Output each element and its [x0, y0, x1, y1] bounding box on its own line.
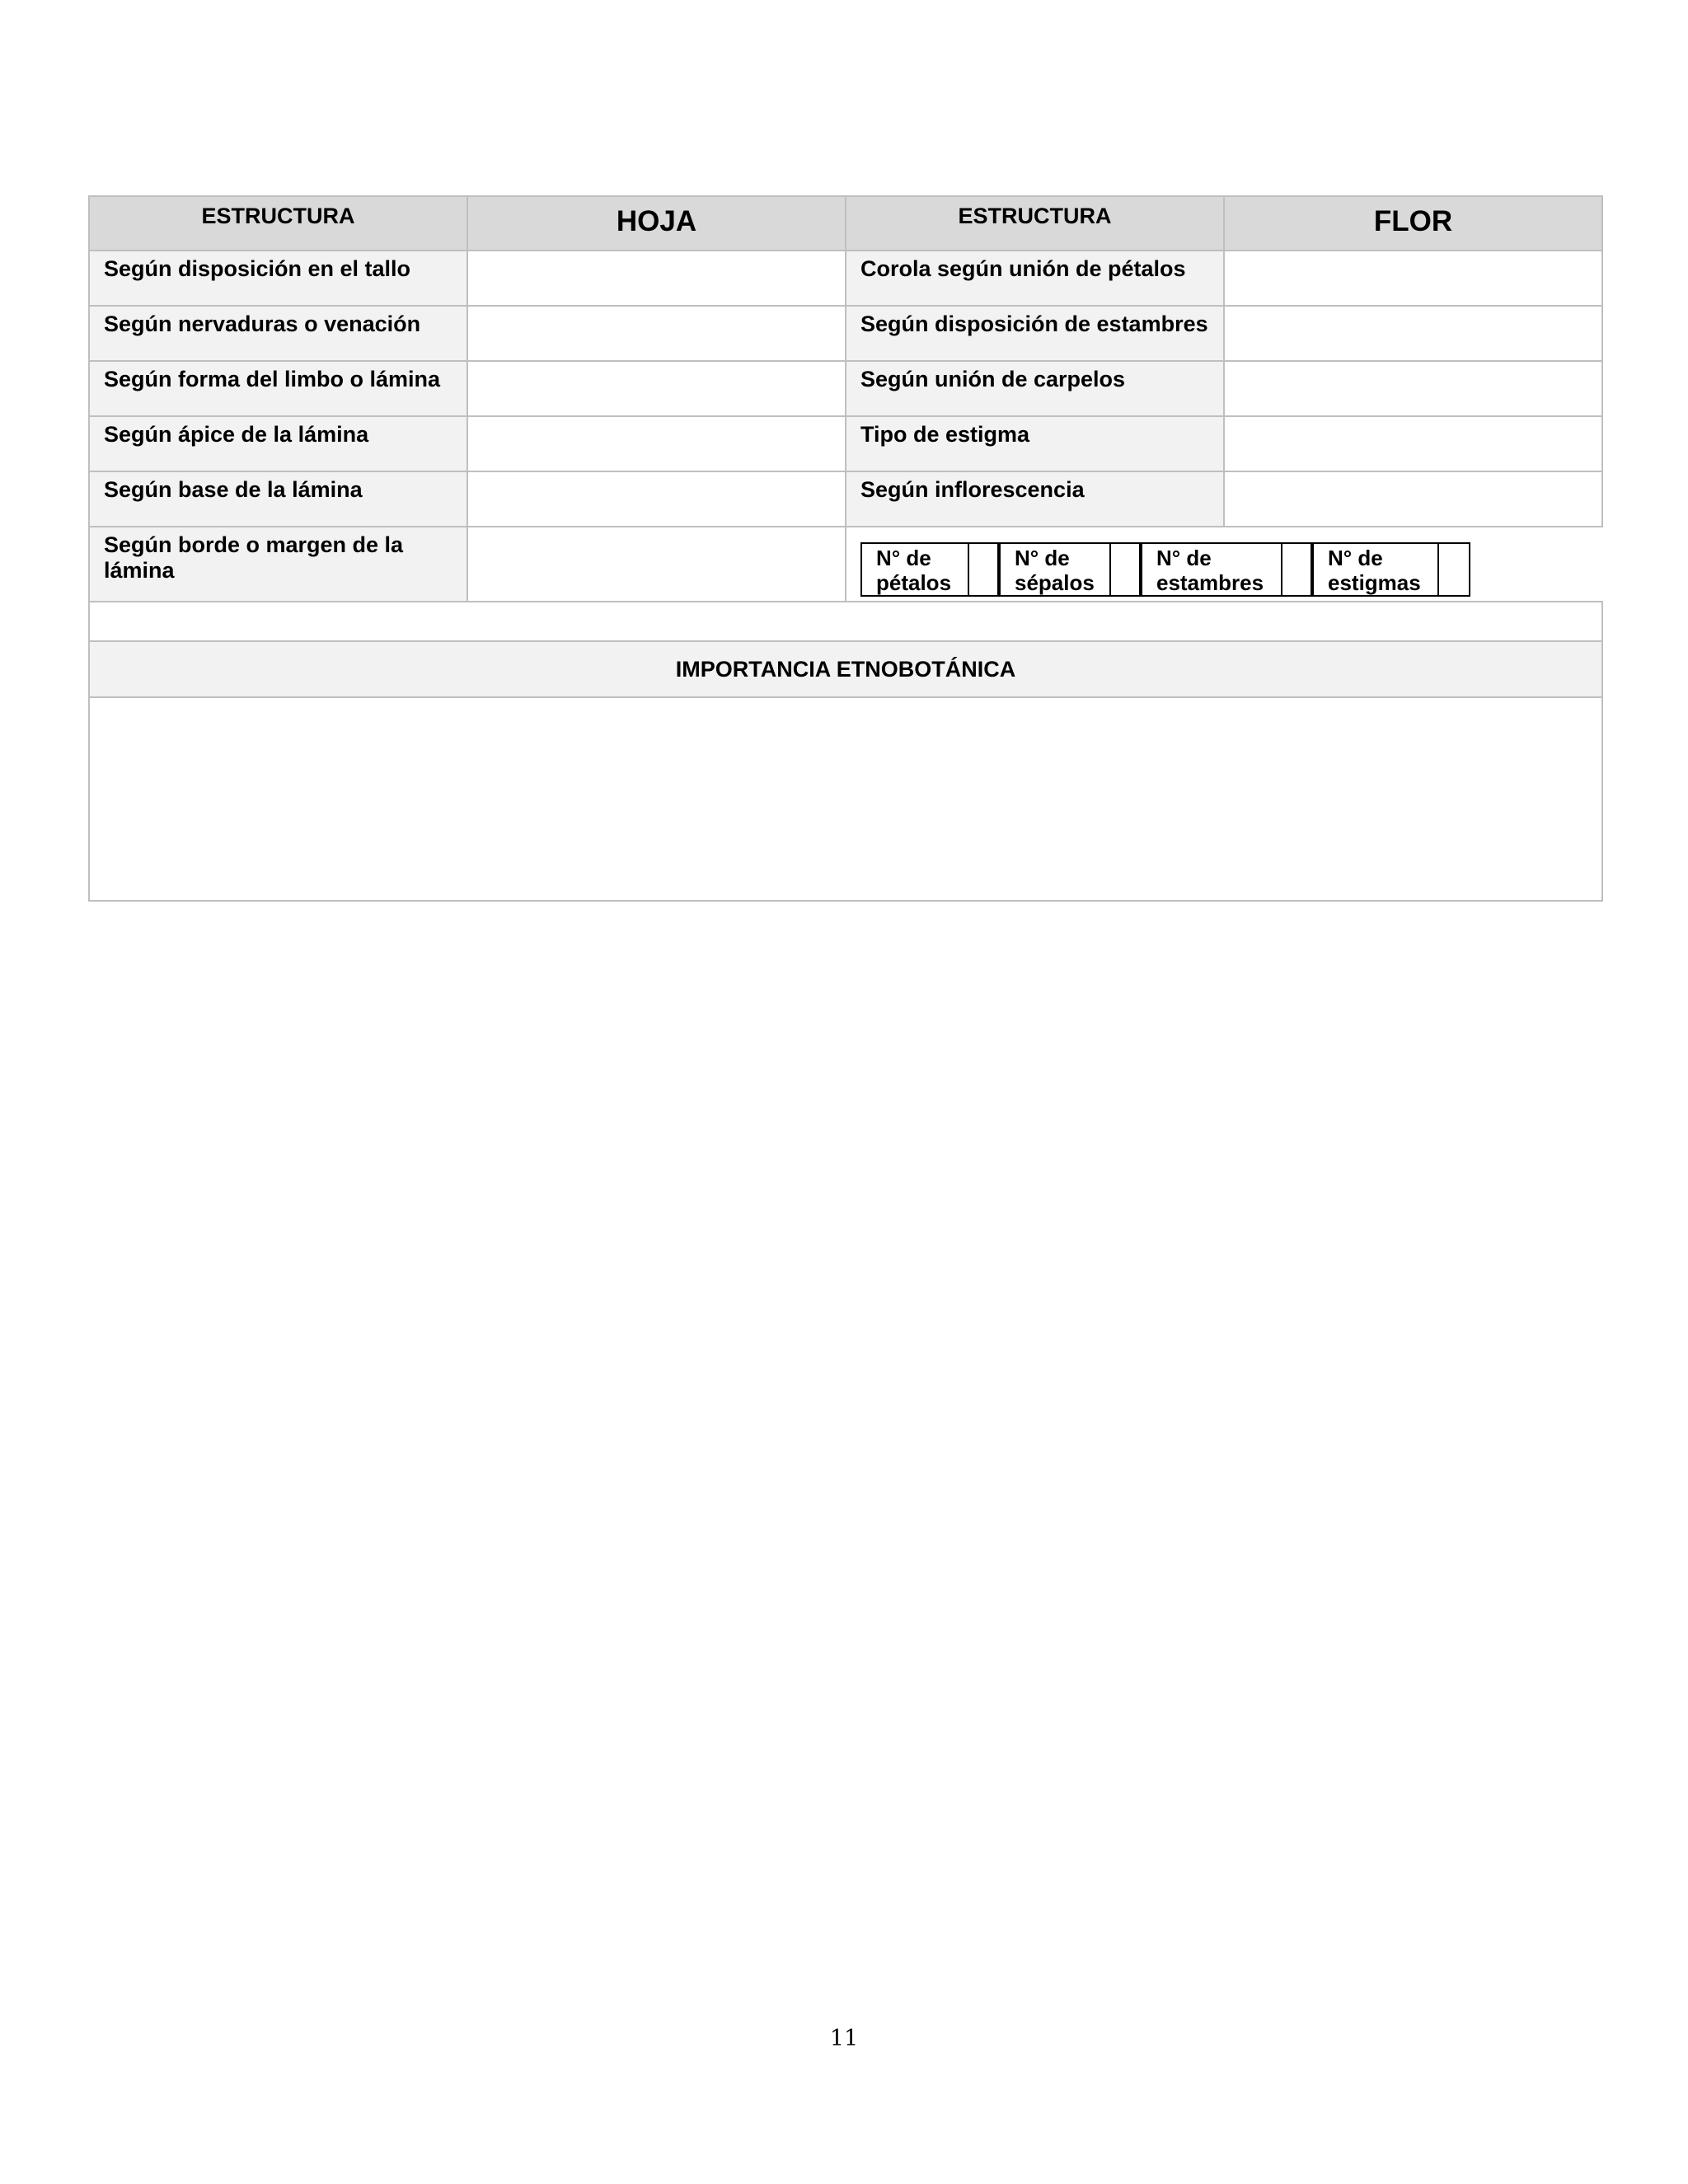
- botanical-description-table: [88, 195, 1603, 902]
- flor-label: Según inflorescencia: [846, 471, 1224, 527]
- hoja-answer-field[interactable]: [467, 416, 846, 471]
- hoja-answer-field[interactable]: [467, 527, 846, 602]
- header-estructura-hoja: ESTRUCTURA: [89, 196, 467, 251]
- hoja-label: Según disposición en el tallo: [89, 251, 467, 306]
- hoja-answer-field[interactable]: [467, 361, 846, 416]
- hoja-answer-field[interactable]: [467, 471, 846, 527]
- page-number: 11: [829, 2026, 859, 2051]
- sepal-count-label: N° de sépalos: [1000, 543, 1110, 596]
- flower-counts-cell: [846, 527, 1602, 602]
- flower-counts-table: [860, 542, 1470, 597]
- table-row: [89, 416, 1602, 471]
- header-hoja: HOJA: [467, 196, 846, 251]
- hoja-answer-field[interactable]: [467, 306, 846, 361]
- table-row: [89, 641, 1602, 697]
- table-row: [89, 251, 1602, 306]
- flor-answer-field[interactable]: [1224, 471, 1602, 527]
- hoja-label: Según borde o margen de la lámina: [89, 527, 467, 602]
- petal-count-label: N° de pétalos: [861, 543, 968, 596]
- hoja-label: Según base de la lámina: [89, 471, 467, 527]
- table-header-row: [89, 196, 1602, 251]
- header-flor: FLOR: [1224, 196, 1602, 251]
- importance-title: IMPORTANCIA ETNOBOTÁNICA: [89, 641, 1602, 697]
- table-row: [89, 602, 1602, 641]
- flor-label: Tipo de estigma: [846, 416, 1224, 471]
- table-row: [89, 306, 1602, 361]
- flor-label: Corola según unión de pétalos: [846, 251, 1224, 306]
- stigma-count-field[interactable]: [1438, 543, 1470, 596]
- hoja-label: Según forma del limbo o lámina: [89, 361, 467, 416]
- header-estructura-flor: ESTRUCTURA: [846, 196, 1224, 251]
- flor-answer-field[interactable]: [1224, 361, 1602, 416]
- petal-count-field[interactable]: [968, 543, 998, 596]
- hoja-answer-field[interactable]: [467, 251, 846, 306]
- stamen-count-field[interactable]: [1282, 543, 1311, 596]
- flor-label: Según disposición de estambres: [846, 306, 1224, 361]
- stamen-count-label: N° de estambres: [1142, 543, 1282, 596]
- hoja-label: Según nervaduras o venación: [89, 306, 467, 361]
- flor-label: Según unión de carpelos: [846, 361, 1224, 416]
- table-row: [89, 697, 1602, 901]
- flor-answer-field[interactable]: [1224, 306, 1602, 361]
- importance-answer-field[interactable]: [89, 697, 1602, 901]
- table-row: [89, 527, 1602, 602]
- hoja-label: Según ápice de la lámina: [89, 416, 467, 471]
- sepal-count-field[interactable]: [1110, 543, 1140, 596]
- table-row: [89, 471, 1602, 527]
- blank-row: [89, 602, 1602, 641]
- stigma-count-label: N° de estigmas: [1313, 543, 1438, 596]
- flor-answer-field[interactable]: [1224, 416, 1602, 471]
- table-row: [89, 361, 1602, 416]
- flor-answer-field[interactable]: [1224, 251, 1602, 306]
